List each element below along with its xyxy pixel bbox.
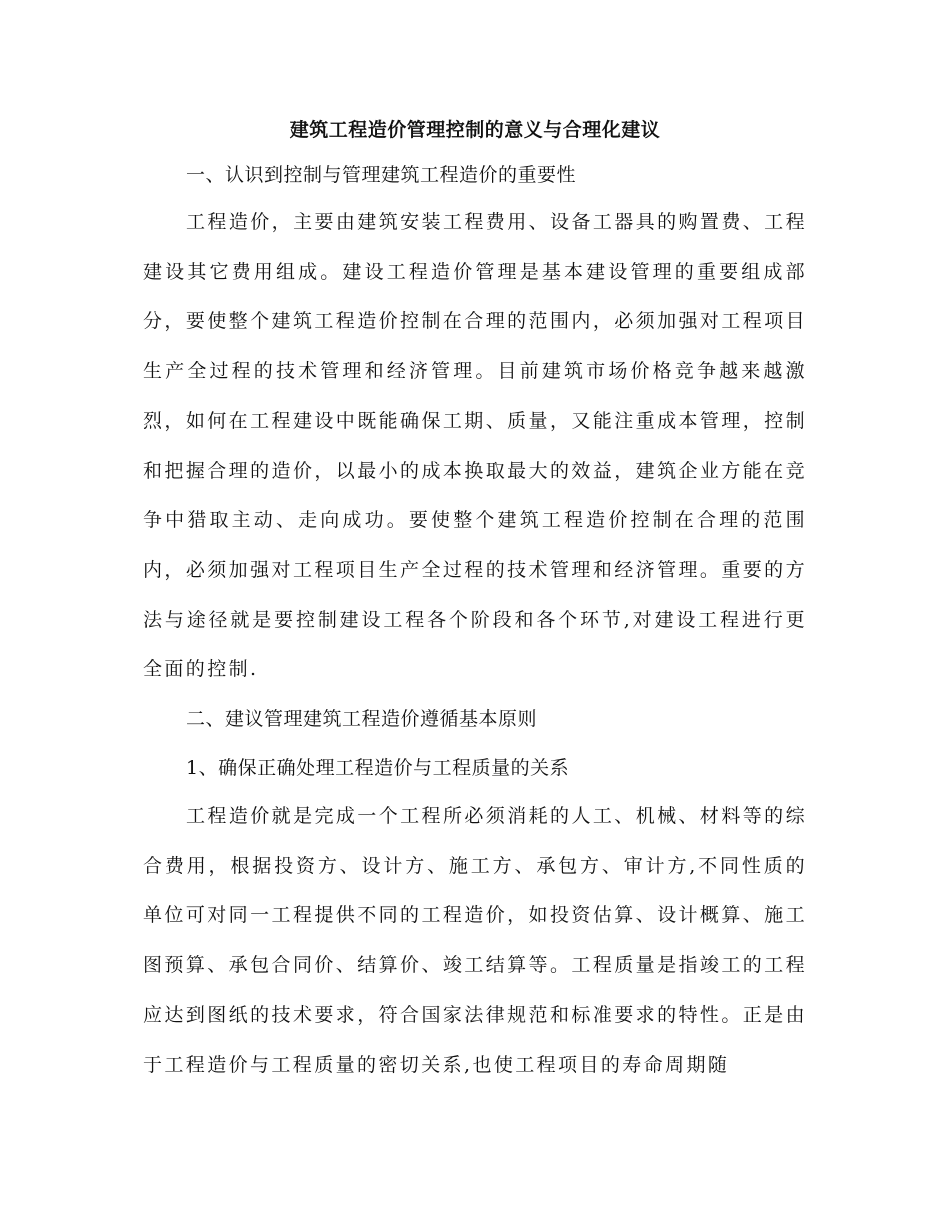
document-title: 建筑工程造价管理控制的意义与合理化建议 <box>289 119 661 141</box>
section-1-paragraph: 工程造价，主要由建筑安装工程费用、设备工器具的购置费、工程建设其它费用组成。建设工程造价管理是基本建设管理的重要组成部分，要使整个建筑工程造价控制在合理的范围内，必须加强对工程项目生产全过程的技术管理和经济管理。目前建筑市场价格竞争越来越激烈，如何在工程建设中既能确保工期、质量，又能注重成本管理，控制和把握合理的造价，以最小的成本换取最大的效益，建筑企业方能在竞争中猎取主动、走向成功。要使整个建筑工程造价控制在合理的范围内，必须加强对工程项目生产全过程的技术管理和经济管理。重要的方法与途径就是要控制建设工程各个阶段和各个环节,对建设工程进行更全面的控制. <box>143 211 807 681</box>
section-1-heading: 一、认识到控制与管理建筑工程造价的重要性 <box>186 164 577 186</box>
section-2-subheading: 1、确保正确处理工程造价与工程质量的关系 <box>186 757 570 779</box>
section-2-heading: 二、建议管理建筑工程造价遵循基本原则 <box>186 708 538 730</box>
section-2-paragraph: 工程造价就是完成一个工程所必须消耗的人工、机械、材料等的综合费用，根据投资方、设计方、施工方、承包方、审计方,不同性质的单位可对同一工程提供不同的工程造价，如投资估算、设计概算、施工图预算、承包合同价、结算价、竣工结算等。工程质量是指竣工的工程应达到图纸的技术要求，符合国家法律规范和标准要求的特性。正是由于工程造价与工程质量的密切关系,也使工程项目的寿命周期随 <box>143 805 807 1076</box>
